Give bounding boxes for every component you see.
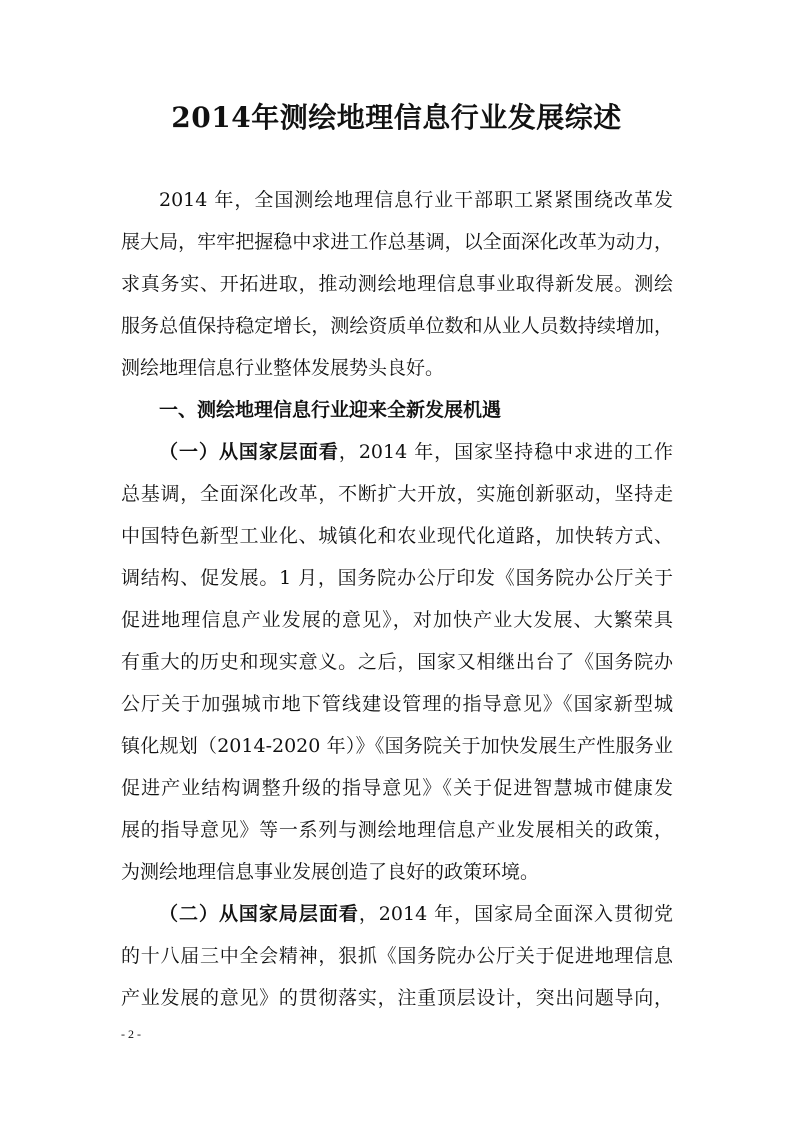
section-lead: （二）从国家局层面看	[159, 903, 359, 925]
paragraph-line	[159, 893, 673, 935]
paragraph-line: 展大局，牢牢把握稳中求进工作总基调，以全面深化改革为动力，	[121, 231, 673, 253]
paragraph-line: 中国特色新型工业化、城镇化和农业现代化道路，加快转方式、	[121, 525, 673, 547]
paragraph-line: 调结构、促发展。1 月，国务院办公厅印发《国务院办公厅关于	[121, 567, 673, 589]
paragraph-line: 测绘地理信息行业整体发展势头良好。	[121, 357, 445, 379]
section-heading: 一、测绘地理信息行业迎来全新发展机遇	[159, 399, 502, 421]
paragraph-line: 的十八届三中全会精神，狠抓《国务院办公厅关于促进地理信息	[121, 945, 673, 967]
paragraph-line: 促进地理信息产业发展的意见》，对加快产业大发展、大繁荣具	[121, 609, 673, 631]
paragraph-line: 2014 年，全国测绘地理信息行业干部职工紧紧围绕改革发	[159, 189, 673, 211]
paragraph-line: 促进产业结构调整升级的指导意见》《关于促进智慧城市健康发	[121, 777, 673, 799]
paragraph-line	[159, 431, 673, 473]
paragraph-line: 展的指导意见》等一系列与测绘地理信息产业发展相关的政策，	[121, 819, 673, 841]
section-lead: （一）从国家层面看	[159, 441, 339, 463]
paragraph-text: ，2014 年，国家坚持稳中求进的工作	[338, 441, 673, 463]
paragraph-line: 镇化规划（2014-2020 年）》《国务院关于加快发展生产性服务业	[121, 735, 673, 757]
paragraph-line: 产业发展的意见》的贯彻落实，注重顶层设计，突出问题导向，	[121, 987, 673, 1009]
paragraph-line: 公厅关于加强城市地下管线建设管理的指导意见》《国家新型城	[121, 693, 673, 715]
paragraph-line: 服务总值保持稳定增长，测绘资质单位数和从业人员数持续增加，	[121, 315, 673, 337]
paragraph-line: 总基调，全面深化改革，不断扩大开放，实施创新驱动，坚持走	[121, 483, 673, 505]
paragraph-text: ，2014 年，国家局全面深入贯彻党	[358, 903, 673, 925]
page-number: - 2 -	[121, 1027, 141, 1041]
page-title: 2014年测绘地理信息行业发展综述	[171, 101, 622, 134]
paragraph-line: 求真务实、开拓进取，推动测绘地理信息事业取得新发展。测绘	[121, 273, 673, 295]
paragraph-line: 为测绘地理信息事业发展创造了良好的政策环境。	[121, 861, 540, 883]
paragraph-line: 有重大的历史和现实意义。之后，国家又相继出台了《国务院办	[121, 651, 673, 673]
